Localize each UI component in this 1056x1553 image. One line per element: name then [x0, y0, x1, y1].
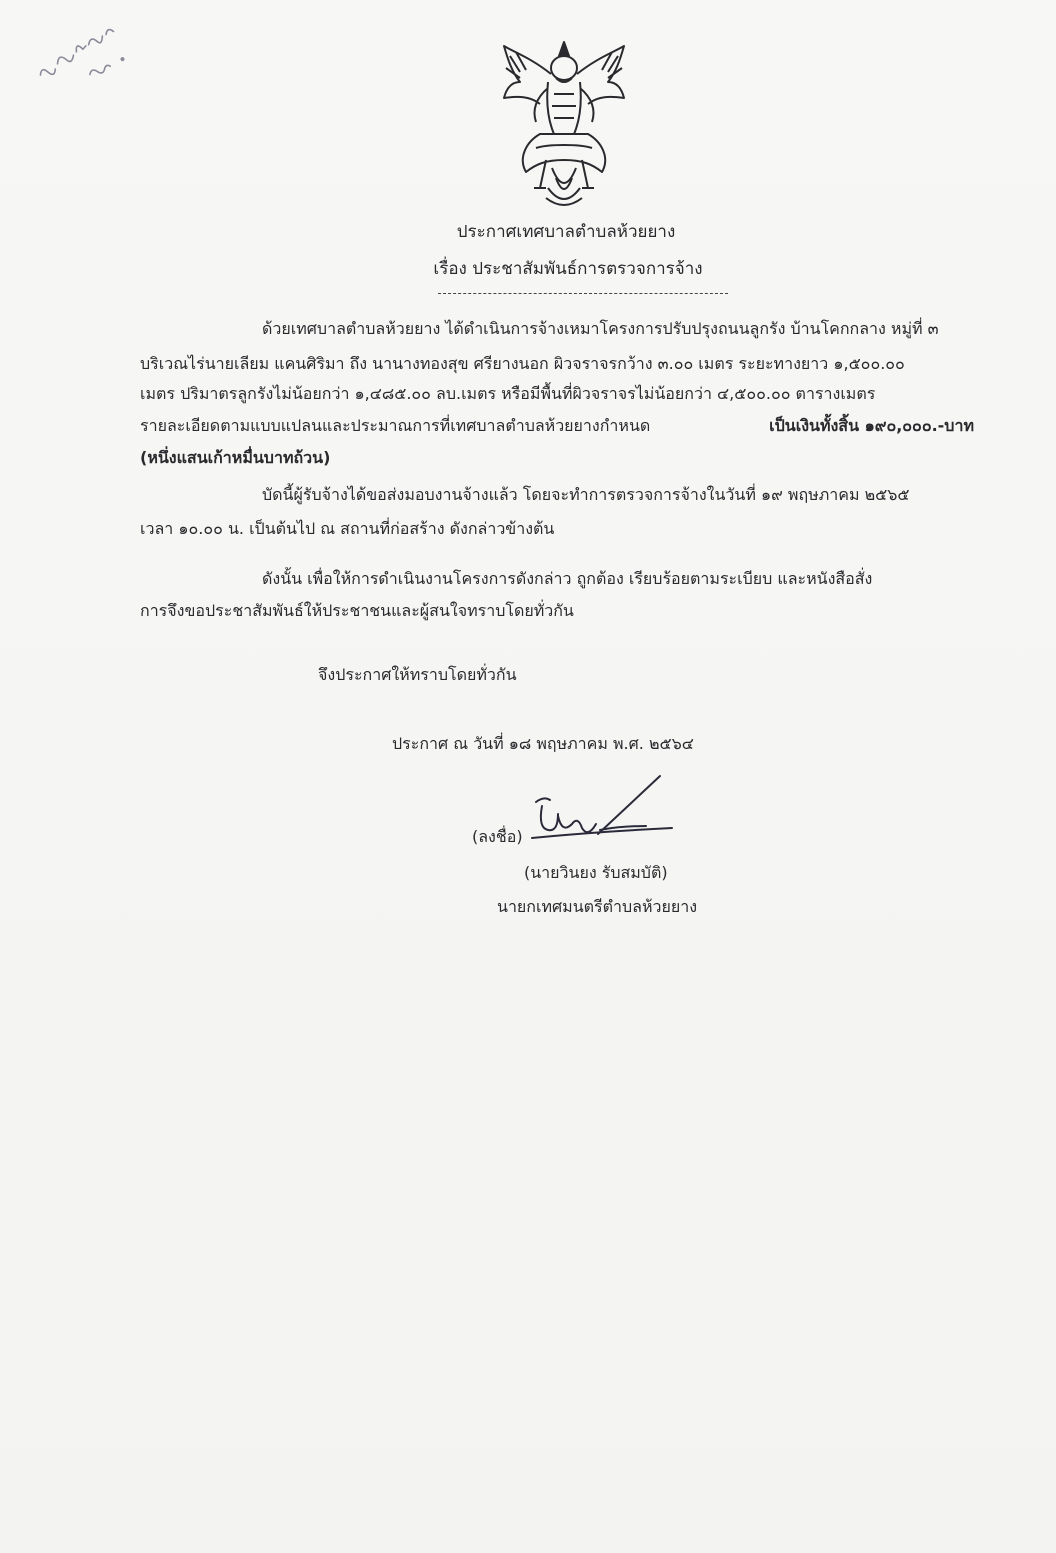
paragraph-1-line-3: เมตร ปริมาตรลูกรังไม่น้อยกว่า ๑,๔๘๕.๐๐ ลบ.เมตร หรือมีพื้นที่ผิวจราจรไม่น้อยกว่า ๔,๕๐๐.๐๐ ตารางเมตร [140, 384, 876, 403]
handwritten-note [22, 10, 152, 100]
paragraph-2-line-1: บัดนี้ผู้รับจ้างได้ขอส่งมอบงานจ้างแล้ว โดยจะทำการตรวจการจ้างในวันที่ ๑๙ พฤษภาคม ๒๕๖๕ [262, 485, 910, 504]
signature-label: (ลงชื่อ) [472, 827, 523, 846]
paragraph-1-line-4 [140, 415, 974, 437]
total-amount: เป็นเงินทั้งสิ้น ๑๙๐,๐๐๐.-บาท [769, 416, 974, 435]
garuda-emblem-icon [496, 38, 632, 208]
amount-in-words: (หนึ่งแสนเก้าหมื่นบาทถ้วน) [140, 448, 331, 467]
handwritten-signature [470, 772, 730, 862]
announcement-subject: เรื่อง ประชาสัมพันธ์การตรวจการจ้าง [433, 259, 703, 279]
paragraph-3-line-1: ดังนั้น เพื่อให้การดำเนินงานโครงการดังกล่าว ถูกต้อง เรียบร้อยตามระเบียบ และหนังสือสั่ง [262, 569, 873, 588]
paragraph-2-line-2: เวลา ๑๐.๐๐ น. เป็นต้นไป ณ สถานที่ก่อสร้าง ดังกล่าวข้างต้น [140, 519, 555, 538]
signatory-name: (นายวินยง รับสมบัติ) [524, 863, 668, 882]
paragraph-1-line-2: บริเวณไร่นายเลียม แคนศิริมา ถึง นานางทองสุข ศรียางนอก ผิวจราจรกว้าง ๓.๐๐ เมตร ระยะทางยาว ๑,๕๐๐.๐๐ [140, 354, 905, 373]
paragraph-1-line-1: ด้วยเทศบาลตำบลห้วยยาง ได้ดำเนินการจ้างเหมาโครงการปรับปรุงถนนลูกรัง บ้านโคกกลาง หมู่ที่ ๓ [262, 319, 939, 338]
paragraph-1-line-4-text: รายละเอียดตามแบบแปลนและประมาณการที่เทศบาลตำบลห้วยยางกำหนด [140, 416, 651, 435]
announcement-title: ประกาศเทศบาลตำบลห้วยยาง [456, 222, 676, 242]
announcement-date: ประกาศ ณ วันที่ ๑๘ พฤษภาคม พ.ศ. ๒๕๖๔ [392, 734, 694, 753]
signatory-position: นายกเทศมนตรีตำบลห้วยยาง [497, 897, 698, 916]
closing-statement: จึงประกาศให้ทราบโดยทั่วกัน [318, 665, 517, 684]
paragraph-3-line-2: การจึงขอประชาสัมพันธ์ให้ประชาชนและผู้สนใจทราบโดยทั่วกัน [140, 601, 574, 620]
title-divider [438, 293, 728, 294]
